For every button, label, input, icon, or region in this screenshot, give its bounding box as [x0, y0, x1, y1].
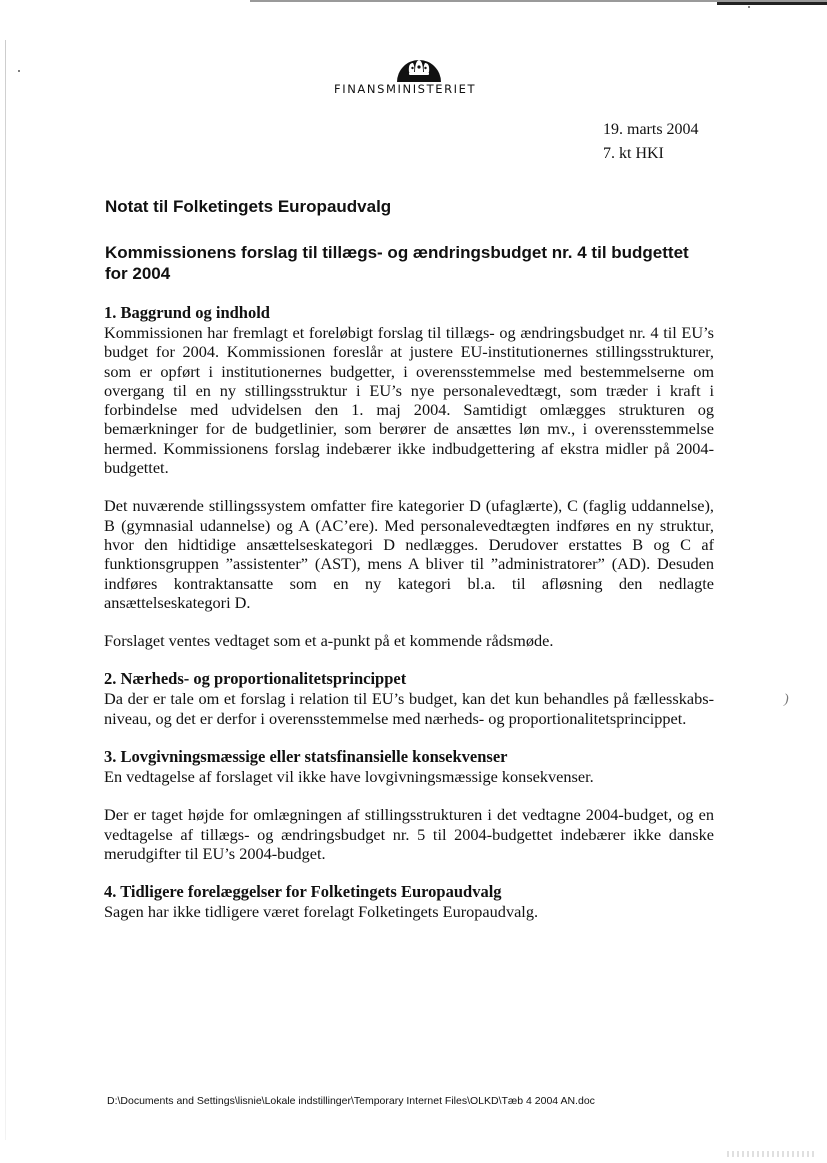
scan-edge-left	[5, 40, 6, 1140]
document-title: Kommissionens forslag til tillægs- og ændringsbudget nr. 4 til budgettet for 2004	[105, 243, 689, 283]
document-date: 19. marts 2004	[603, 121, 699, 138]
paragraph: Kommissionen har fremlagt et foreløbigt forslag til tillægs- og ændringsbudget nr. 4 til EU’s budget for 2004. Kommissionen foreslår at justere EU-institutionernes stillingsstrukturer, som er opført i institutionernes budgetter, i overensstemmelse med bestemmelserne om overgang til en ny stillingsstruktur i EU’s nye personalevedtægt, som træder i kraft i forbindelse med udvidelsen den 1. maj 2004. Samtidigt omlægges strukturen og bemærkninger for de budgetlinier, som berører de ansættes løn mv., i overensstemmelse hermed. Kommissionens forslag indebærer ikke indbudgettering af ekstra midler på 2004-budgettet.	[104, 323, 714, 478]
document-meta	[603, 118, 699, 166]
section-heading: 4. Tidligere forelæggelser for Folketingets Europaudvalg	[104, 882, 502, 902]
footer-file-path: D:\Documents and Settings\lisnie\Lokale indstillinger\Temporary Internet Files\OLKD\Tæb 4 2004 AN.doc	[107, 1095, 595, 1107]
section-heading: 2. Nærheds- og proportionalitetsprincippet	[104, 669, 407, 689]
section-subsidiarity	[104, 669, 714, 728]
scan-speck	[748, 6, 750, 8]
section-heading: 1. Baggrund og indhold	[104, 303, 270, 322]
document-body	[104, 303, 714, 922]
margin-mark: )	[784, 692, 789, 707]
section-background	[104, 303, 714, 650]
paragraph: En vedtagelse af forslaget vil ikke have lovgivningsmæssige konsekvenser.	[104, 767, 594, 787]
section-previous-submissions	[104, 882, 714, 921]
scan-edge-top-right	[717, 2, 827, 5]
paragraph: Forslaget ventes vedtaget som et a-punkt på et kommende rådsmøde.	[104, 631, 554, 651]
section-heading: 3. Lovgivningsmæssige eller statsfinansielle konsekvenser	[104, 747, 508, 767]
paragraph: Det nuværende stillingssystem omfatter fire kategorier D (ufaglærte), C (faglig uddannelse), B (gymnasial udannelse) og A (AC’ere). Med personalevedtægten indføres en ny struktur, hvor den hidtidige ansættelseskategori D nedlægges. Derudover erstattes B og C af funktionsgruppen ”assistenter” (AST), mens A bliver til ”administratorer” (AD). Desuden indføres kontraktansatte som en ny kategori bl.a. til afløsning den nedlagte ansættelseskategori D.	[104, 496, 714, 612]
paragraph: Sagen har ikke tidligere været forelagt Folketingets Europaudvalg.	[104, 902, 539, 922]
ministry-name: FINANSMINISTERIET	[334, 82, 477, 96]
scan-smudge	[727, 1151, 817, 1157]
paragraph: Da der er tale om et forslag i relation til EU’s budget, kan det kun behandles på fællesskabs-niveau, og det er derfor i overensstemmelse med nærheds- og proportionalitetsprincippet.	[104, 689, 714, 728]
section-consequences	[104, 747, 714, 863]
paragraph: Der er taget højde for omlægningen af stillingsstrukturen i det vedtagne 2004-budget, og en vedtagelse af tillægs- og ændringsbudget nr. 5 til 2004-budgettet indebærer ikke danske merudgifter til EU’s 2004-budget.	[104, 805, 714, 863]
memo-heading: Notat til Folketingets Europaudvalg	[105, 197, 392, 216]
document-reference: 7. kt HKI	[603, 145, 664, 162]
crown-emblem-icon	[395, 48, 443, 82]
scan-speck	[18, 70, 20, 72]
